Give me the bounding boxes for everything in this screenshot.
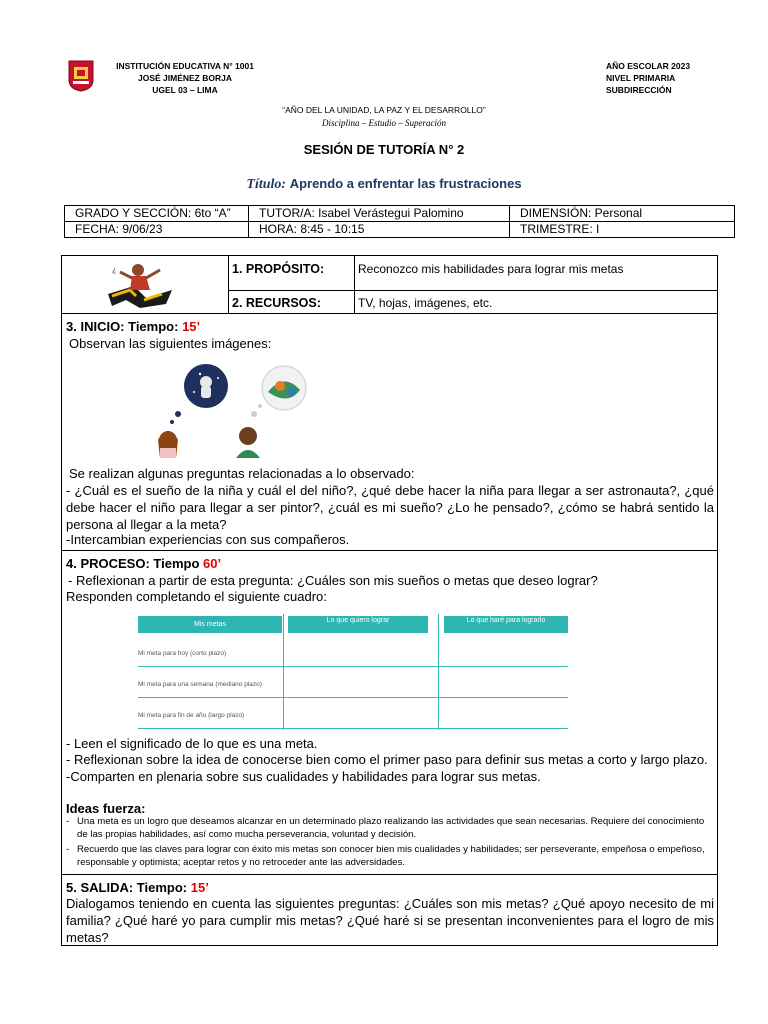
proceso-line1: - Reflexionan a partir de esta pregunta: ¿Cuáles son mis sueños o metas que deseo lograr? <box>68 573 598 588</box>
inicio-heading-label: 3. INICIO: Tiempo: <box>66 319 179 334</box>
school-info <box>100 60 270 96</box>
resources-label: 2. RECURSOS: <box>232 296 321 310</box>
salida-section <box>61 874 718 946</box>
proceso-line2: Responden completando el siguiente cuadro: <box>66 589 327 604</box>
title-text: Aprendo a enfrentar las frustraciones <box>289 176 522 191</box>
school-name: INSTITUCIÓN EDUCATIVA N° 1001 <box>116 61 254 71</box>
salida-heading <box>66 879 209 896</box>
session-title: SESIÓN DE TUTORÍA N° 2 <box>303 142 465 157</box>
proceso-section <box>61 550 718 875</box>
inicio-time: 15’ <box>182 319 201 334</box>
inicio-heading <box>66 318 200 335</box>
inicio-section <box>61 313 718 551</box>
school-office: SUBDIRECCIÓN <box>606 85 672 95</box>
salida-time: 15’ <box>190 880 209 895</box>
term-cell: TRIMESTRE: I <box>510 222 735 238</box>
inicio-line4: -Intercambian experiencias con sus compañeros. <box>66 532 350 547</box>
goals-table <box>138 614 568 730</box>
salida-heading-label: 5. SALIDA: Tiempo: <box>66 880 188 895</box>
idea-1: Una meta es un logro que deseamos alcanzar en un determinado plazo realizando las actividades que sean necesarias. Requiere del conocimiento de las propias habilidades, así como mucha perseverancia, voluntad y decisión. <box>77 816 705 840</box>
purpose-text: Reconozco mis habilidades para lograr mis metas <box>358 262 624 276</box>
goals-row-2: Mi meta para una semana (mediano plazo) <box>138 667 568 698</box>
goals-header-2: Lo que quiero lograr <box>288 616 428 633</box>
idea-2-bullet: - <box>66 844 70 855</box>
frustration-illustration <box>106 260 176 310</box>
purpose-box <box>61 255 718 314</box>
salida-text: Dialogamos teniendo en cuenta las siguientes preguntas: ¿Cuáles son mis metas? ¿Qué apoyo necesito de mi familia? ¿Qué haré yo para cumplir mis metas? ¿Qué haré si se presentan inconvenientes para el logro de mis metas? <box>66 896 714 945</box>
inicio-line3: - ¿Cuál es el sueño de la niña y cuál el del niño?, ¿qué debe hacer la niña para llegar a ser astronauta?, ¿qué debe hacer el niño para llegar a ser pintor?, ¿cuál es mi sueño? ¿Lo he pensado?, ¿cómo se habrá sentido la persona al llegar a la meta? <box>66 483 714 532</box>
time-cell: HORA: 8:45 - 10:15 <box>249 222 510 238</box>
proceso-time: 60’ <box>203 556 222 571</box>
date-cell: FECHA: 9/06/23 <box>65 222 249 238</box>
info-table <box>64 205 735 238</box>
resources-text: TV, hojas, imágenes, etc. <box>358 296 493 310</box>
school-patron: JOSÉ JIMÉNEZ BORJA <box>138 73 232 83</box>
school-year-info <box>606 60 736 96</box>
proceso-line5: -Comparten en plenaria sobre sus cualidades y habilidades para lograr sus metas. <box>66 769 541 784</box>
school-logo <box>68 60 94 92</box>
ideas-heading: Ideas fuerza: <box>66 801 146 816</box>
proceso-heading-label: 4. PROCESO: Tiempo <box>66 556 200 571</box>
inicio-line1: Observan las siguientes imágenes: <box>69 336 272 351</box>
proceso-line3: - Leen el significado de lo que es una meta. <box>66 736 318 751</box>
purpose-label: 1. PROPÓSITO: <box>232 262 325 276</box>
goals-header-3: Lo que haré para lograrlo <box>444 616 568 633</box>
dream-illustration <box>148 362 328 458</box>
proceso-heading <box>66 555 221 572</box>
page-title <box>134 176 634 193</box>
title-label: Título: <box>246 177 287 192</box>
proceso-line4: - Reflexionan sobre la idea de conocerse bien como el primer paso para definir sus metas a corto y largo plazo. <box>66 752 708 767</box>
info-row <box>65 206 735 222</box>
school-motto: Disciplina – Estudio – Superación <box>322 118 446 128</box>
school-level: NIVEL PRIMARIA <box>606 73 676 83</box>
svg-text:¿: ¿ <box>112 265 117 274</box>
dimension-cell: DIMENSIÓN: Personal <box>510 206 735 222</box>
goals-row-1: Mi meta para hoy (corto plazo) <box>138 636 568 667</box>
year-motto: “AÑO DEL LA UNIDAD, LA PAZ Y EL DESARROLLO” <box>282 105 486 115</box>
info-row <box>65 222 735 238</box>
school-year: AÑO ESCOLAR 2023 <box>606 61 691 71</box>
idea-1-bullet: - <box>66 816 70 827</box>
grade-cell: GRADO Y SECCIÓN: 6to “A” <box>65 206 249 222</box>
goals-header-1: Mis metas <box>138 616 282 633</box>
school-ugel: UGEL 03 – LIMA <box>152 85 218 95</box>
tutor-cell: TUTOR/A: Isabel Verástegui Palomino <box>249 206 510 222</box>
idea-2: Recuerdo que las claves para lograr con éxito mis metas son conocer bien mis cualidades y habilidades; ser perseverante, empeñosa o empeñoso, responsable y optimista; aceptar retos y no retroceder ante las adversidades. <box>77 844 705 868</box>
goals-row-3: Mi meta para fin de año (largo plazo) <box>138 698 568 729</box>
inicio-line2: Se realizan algunas preguntas relacionadas a lo observado: <box>69 466 415 481</box>
